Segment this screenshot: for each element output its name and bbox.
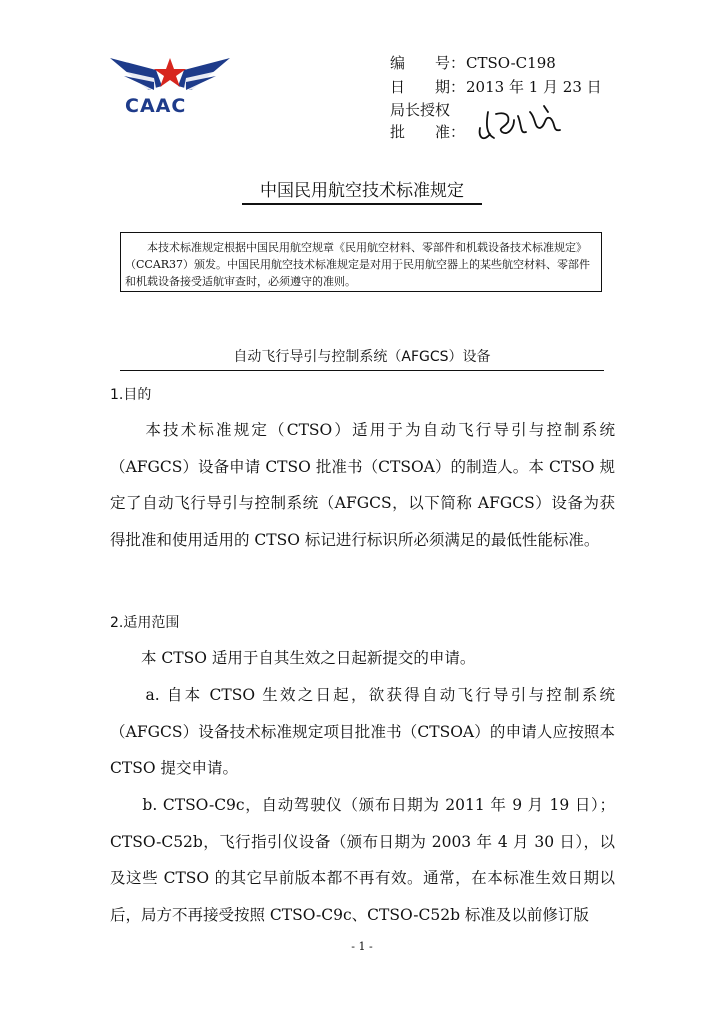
document-date-label: 日 期： [390,78,466,96]
approve-label: 批 准： [390,123,466,141]
section-2-paragraph-a: a. 自本 CTSO 生效之日起，欲获得自动飞行导引与控制系统（AFGCS）设备技术标准规定项目批准书（CTSOA）的申请人应按照本 CTSO 提交申请。 [110,686,615,777]
page-title: 中国民用航空技术标准规定 [260,181,464,201]
document-number-value: CTSO-C198 [466,54,556,72]
page-number: - 1 - [351,940,373,953]
title-rule [242,203,482,205]
section-1-paragraph: 本技术标准规定（CTSO）适用于为自动飞行导引与控制系统（AFGCS）设备申请 CTSO 批准书（CTSOA）的制造人。本 CTSO 规定了自动飞行导引与控制系统（AFGCS，以下简称 AFGCS）设备为获得批准和使用适用的 CTSO 标记进行标识所必须满足的最低性能标准。 [110,421,615,549]
document-date [390,76,602,97]
signature [474,98,570,146]
section-1-heading: 1.目的 [110,387,152,403]
document-number [390,52,556,73]
authority-label: 局长授权 [390,101,451,119]
notice-box: 本技术标准规定根据中国民用航空规章《民用航空材料、零部件和机载设备技术标准规定》（CCAR37）颁发。中国民用航空技术标准规定是对用于民用航空器上的某些航空材料、零部件和机载设备接受适航审查时，必须遵守的准则。 [120,232,602,292]
document-number-label: 编 号： [390,54,466,72]
section-2-heading: 2.适用范围 [110,615,180,631]
section-2-paragraph-1: 本 CTSO 适用于自其生效之日起新提交的申请。 [110,649,476,667]
section-2-paragraph-b: b. CTSO-C9c，自动驾驶仪（颁布日期为 2011 年 9 月 19 日）；CTSO-C52b，飞行指引仪设备（颁布日期为 2003 年 4 月 30 日），以及这些 CTSO 的其它早前版本都不再有效。通常，在本标准生效日期以后，局方不再接受按照 CTSO-C9c、CTSO-C52b 标准及以前修订版 [110,796,615,924]
logo-text: CAAC [125,95,187,117]
document-subtitle: 自动飞行导引与控制系统（AFGCS）设备 [233,349,491,365]
subtitle-rule [120,370,604,371]
document-date-value: 2013 年 1 月 23 日 [466,78,602,96]
